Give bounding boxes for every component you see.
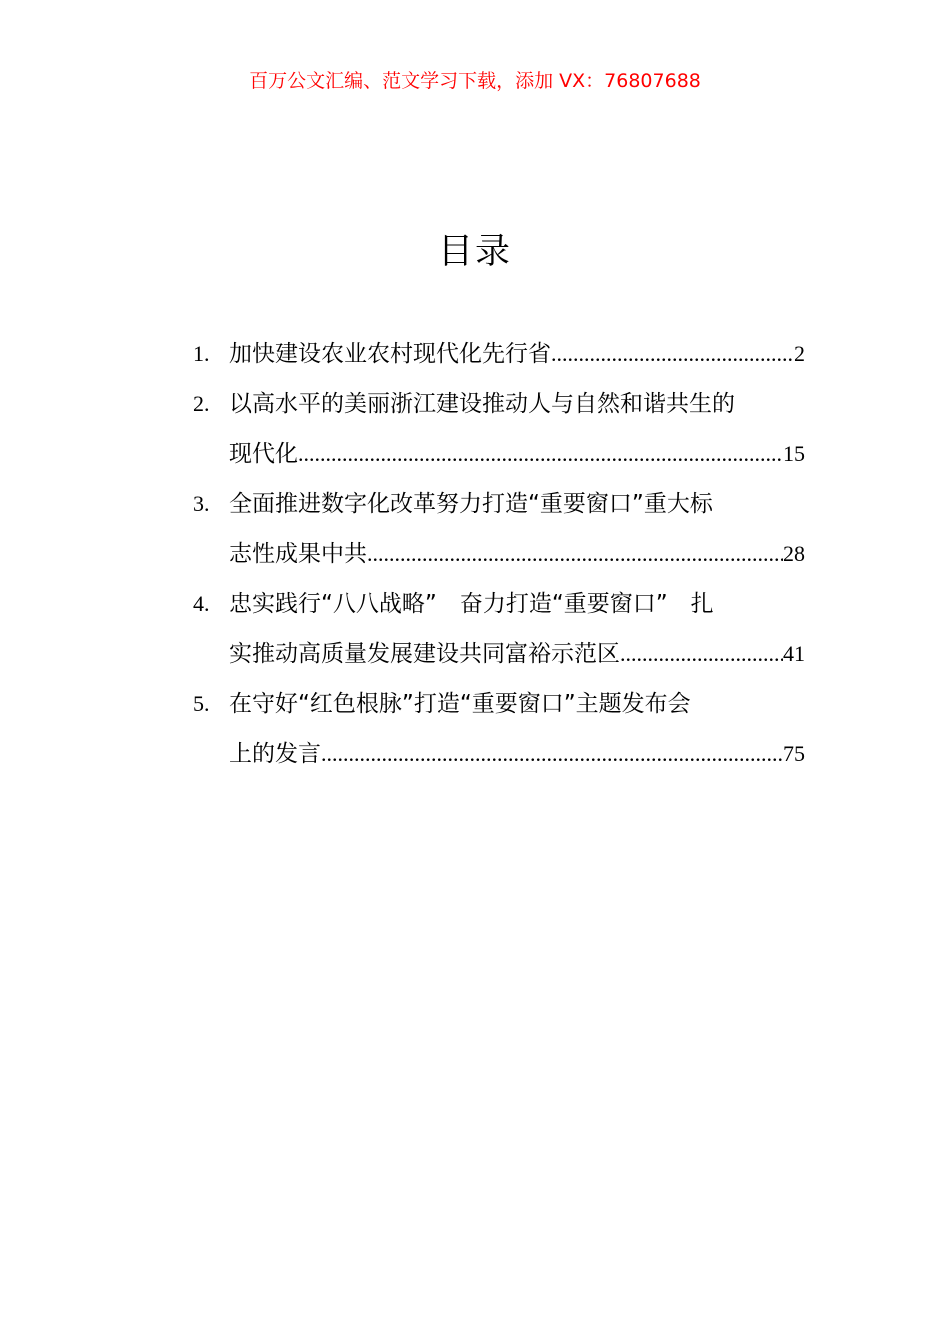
toc-entry-text: 全面推进数字化改革努力打造“重要窗口”重大标 xyxy=(229,491,713,517)
toc-entry[interactable] xyxy=(193,329,805,379)
toc-entry[interactable] xyxy=(193,479,805,579)
toc-entry-last-line xyxy=(229,729,805,779)
toc-entry-text: 志性成果中共 xyxy=(229,541,367,567)
toc-entry-number: 1. xyxy=(193,341,210,366)
toc-entry-line xyxy=(229,579,805,629)
toc-entry-number: 2. xyxy=(193,391,210,416)
dot-leader xyxy=(321,729,783,779)
dot-leader xyxy=(367,529,783,579)
toc-entry-line xyxy=(229,379,805,429)
toc-entry-body xyxy=(229,679,805,779)
header-note: 百万公文汇编、范文学习下载，添加 VX：76807688 xyxy=(249,70,701,92)
toc-page-number: 41 xyxy=(783,641,805,666)
toc-entry-text: 在守好“红色根脉”打造“重要窗口”主题发布会 xyxy=(229,691,691,717)
toc-entry-number: 3. xyxy=(193,491,210,516)
toc-title: 目录 xyxy=(437,232,512,272)
toc-entry-text: 上的发言 xyxy=(229,741,321,767)
toc-entry-text: 以高水平的美丽浙江建设推动人与自然和谐共生的 xyxy=(229,391,735,417)
toc-entry-body xyxy=(229,329,805,379)
toc-list xyxy=(193,329,805,779)
toc-entry-number: 4. xyxy=(193,591,210,616)
toc-page-number: 75 xyxy=(783,741,805,766)
dot-leader xyxy=(298,429,783,479)
dot-leader xyxy=(551,329,794,379)
toc-page-number: 28 xyxy=(783,541,805,566)
toc-entry-last-line xyxy=(229,329,805,379)
toc-entry-line xyxy=(229,479,805,529)
toc-entry[interactable] xyxy=(193,679,805,779)
toc-entry-body xyxy=(229,479,805,579)
toc-entry[interactable] xyxy=(193,579,805,679)
toc-entry-body xyxy=(229,579,805,679)
toc-page-number: 15 xyxy=(783,441,805,466)
toc-entry[interactable] xyxy=(193,379,805,479)
toc-entry-number: 5. xyxy=(193,691,210,716)
toc-entry-last-line xyxy=(229,529,805,579)
toc-entry-text: 加快建设农业农村现代化先行省 xyxy=(229,341,551,367)
toc-entry-line xyxy=(229,679,805,729)
toc-entry-body xyxy=(229,379,805,479)
toc-entry-last-line xyxy=(229,629,805,679)
toc-entry-last-line xyxy=(229,429,805,479)
toc-entry-text: 现代化 xyxy=(229,441,298,467)
dot-leader xyxy=(620,629,783,679)
toc-entry-text: 实推动高质量发展建设共同富裕示范区 xyxy=(229,641,620,667)
toc-page-number: 2 xyxy=(794,341,805,366)
toc-entry-text: 忠实践行“八八战略” 奋力打造“重要窗口” 扎 xyxy=(229,591,714,617)
